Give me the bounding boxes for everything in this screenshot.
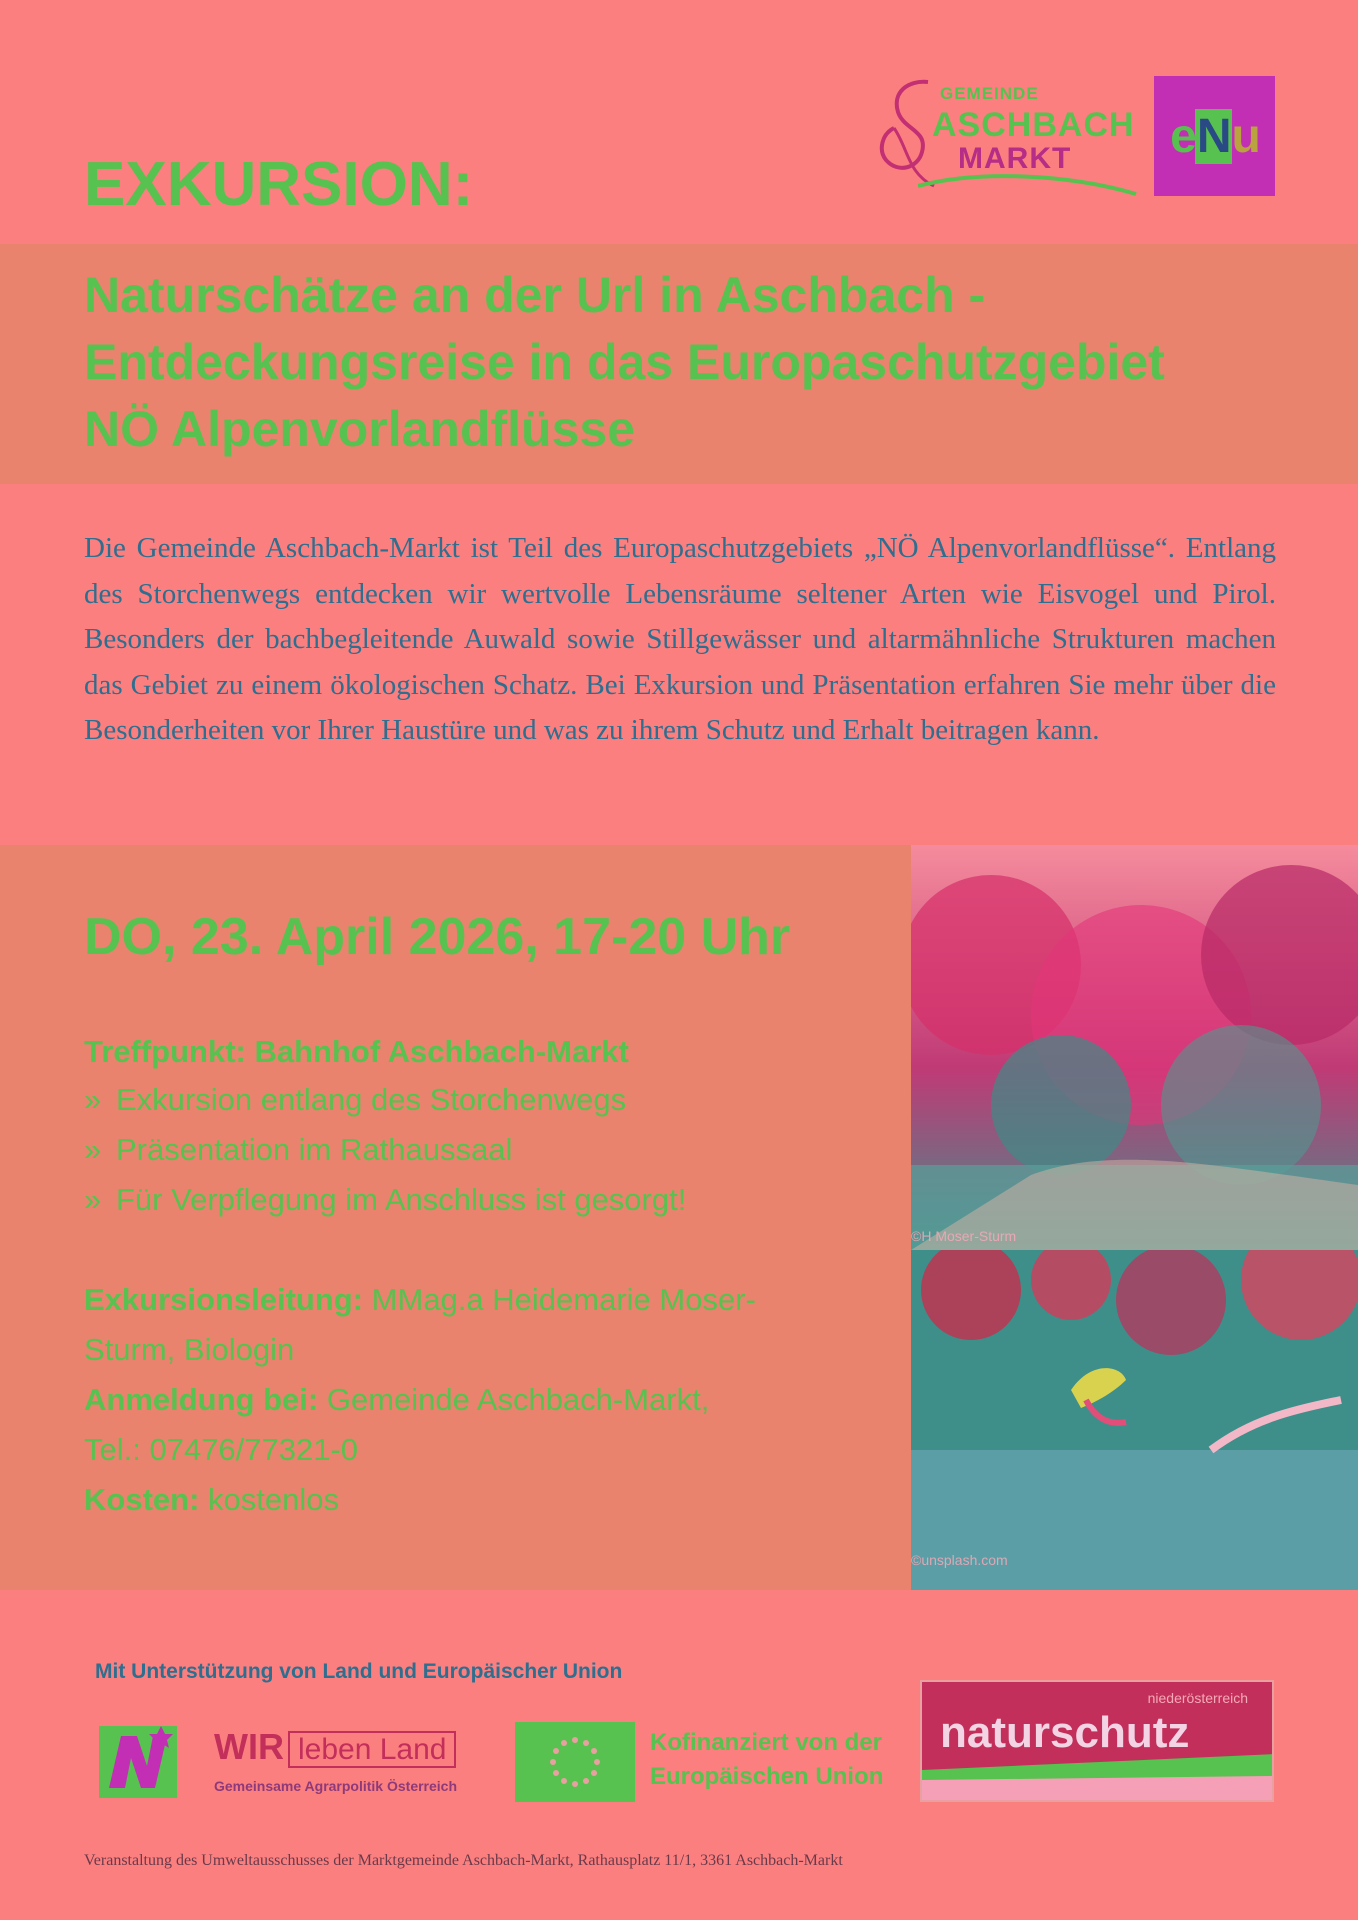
eu-line-1: Kofinanziert von der <box>650 1729 883 1756</box>
cost-row <box>84 1475 844 1525</box>
enu-letter-e: e <box>1170 109 1195 163</box>
support-label: Mit Unterstützung von Land und Europäischer Union <box>95 1660 623 1683</box>
logo-gemeinde-text: GEMEINDE <box>940 84 1039 103</box>
footer-note: Veranstaltung des Umweltausschusses der Marktgemeinde Aschbach-Markt, Rathausplatz 11/1, 3361 Aschbach-Markt <box>84 1852 843 1869</box>
event-info-panel <box>0 845 911 1590</box>
title-band <box>0 244 1358 484</box>
naturschutz-word: naturschutz <box>940 1708 1190 1757</box>
photo-credit-bottom: ©unsplash.com <box>911 1552 1008 1568</box>
program-item-label: Präsentation im Rathaussaal <box>116 1132 513 1167</box>
intro-paragraph: Die Gemeinde Aschbach-Markt ist Teil des Europaschutzgebiets „NÖ Alpenvorlandflüsse“. Entlang des Storchenwegs entdecken wir wertvolle Lebensräume seltener Arten wie Eisvogel und Pirol. Besonders der bachbegleitende Auwald sowie Stillgewässer und altarmähnliche Strukturen machen das Gebiet zu einem ökologischen Schatz. Bei Exkursion und Präsentation erfahren Sie mehr über die Besonderheiten vor Ihrer Haustüre und was zu ihrem Schutz und Erhalt beitragen kann. <box>84 532 1276 747</box>
title-line-3: NÖ Alpenvorlandflüsse <box>84 401 636 457</box>
cost-value: kostenlos <box>208 1482 339 1517</box>
lead-label: Exkursionsleitung: <box>84 1282 364 1317</box>
naturschutz-region: niederösterreich <box>1147 1690 1248 1706</box>
bullet-icon: » <box>84 1182 102 1217</box>
bullet-icon: » <box>84 1082 102 1117</box>
enu-letter-u: u <box>1231 109 1259 163</box>
wir-subtitle: Gemeinsame Agrarpolitik Österreich <box>214 1778 458 1794</box>
logo-markt-text: MARKT <box>958 142 1072 175</box>
program-item <box>84 1175 686 1225</box>
enu-logo <box>1154 76 1275 196</box>
program-item <box>84 1125 686 1175</box>
registration-value: Gemeinde Aschbach-Markt, <box>326 1382 710 1417</box>
exkursion-heading: EXKURSION: <box>84 150 474 219</box>
enu-letter-n: N <box>1196 109 1230 163</box>
bird-image <box>911 1250 1358 1590</box>
logo-aschbach-text: ASCHBACH <box>932 106 1135 144</box>
photo-credit-top: ©H Moser-Sturm <box>911 1228 1017 1244</box>
naturschutz-swoosh <box>922 1740 1274 1800</box>
aschbach-markt-logo <box>878 78 1134 196</box>
program-item-label: Exkursion entlang des Storchenwegs <box>116 1082 627 1117</box>
naturschutz-logo <box>920 1680 1274 1802</box>
wir-leben-land-logo <box>214 1722 478 1802</box>
title-line-1: Naturschätze an der Url in Aschbach - <box>84 267 986 323</box>
cost-label: Kosten: <box>84 1482 200 1517</box>
event-details <box>84 1275 844 1525</box>
lead-row <box>84 1275 844 1375</box>
bullet-icon: » <box>84 1132 102 1167</box>
photo-bird-water <box>911 1250 1358 1590</box>
program-item <box>84 1075 686 1125</box>
photo-riverside-forest <box>911 845 1358 1250</box>
eu-flag-icon <box>515 1722 635 1802</box>
niederoesterreich-logo <box>95 1722 181 1802</box>
noe-n-icon <box>95 1722 181 1802</box>
wir-suffix: leben Land <box>288 1731 456 1768</box>
lead-value: MMag.a Heidemarie Moser-Sturm, Biologin <box>84 1282 756 1367</box>
program-item-label: Für Verpflegung im Anschluss ist gesorgt! <box>116 1182 687 1217</box>
event-date: DO, 23. April 2026, 17-20 Uhr <box>84 908 791 966</box>
meeting-point: Treffpunkt: Bahnhof Aschbach-Markt <box>84 1034 629 1069</box>
forest-image <box>911 845 1358 1250</box>
eu-cofinanced-text <box>650 1726 883 1794</box>
phone-number: Tel.: 07476/77321-0 <box>84 1432 359 1467</box>
logo-swoosh <box>918 168 1138 198</box>
event-title <box>84 262 1165 463</box>
registration-label: Anmeldung bei: <box>84 1382 319 1417</box>
wir-text <box>214 1726 456 1768</box>
title-line-2: Entdeckungsreise in das Europaschutzgebiet <box>84 334 1165 390</box>
registration-row <box>84 1375 844 1425</box>
program-list <box>84 1075 686 1225</box>
wir-prefix: WIR <box>214 1726 284 1767</box>
eu-line-2: Europäischen Union <box>650 1763 884 1790</box>
